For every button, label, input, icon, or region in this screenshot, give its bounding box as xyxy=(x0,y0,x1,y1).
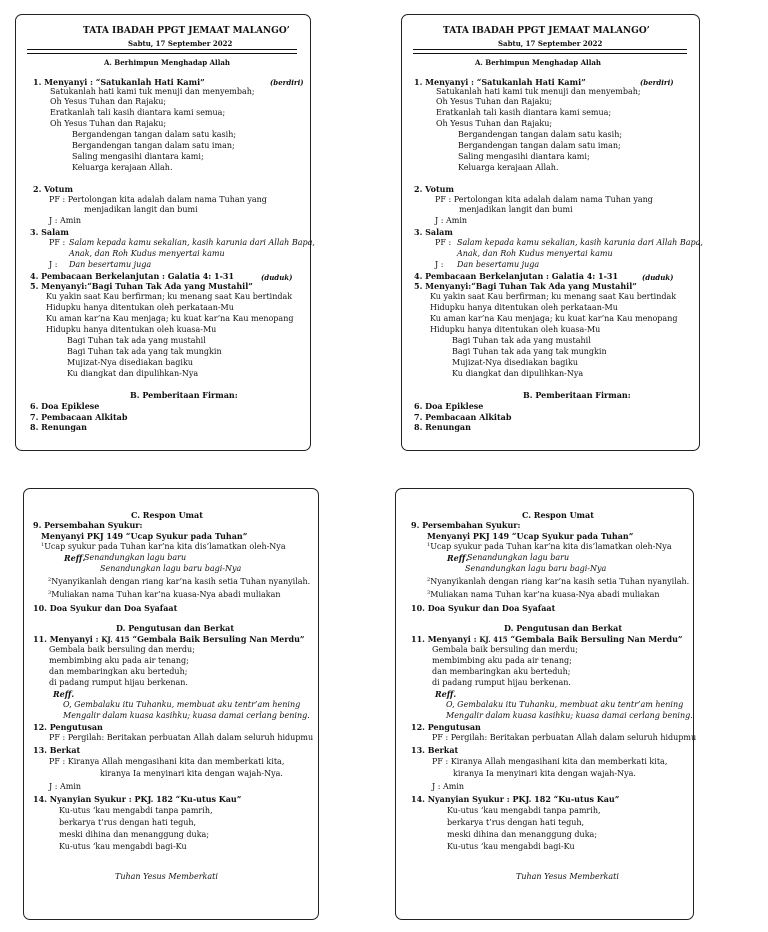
section-a-heading: A. Berhimpun Menghadap Allah xyxy=(475,58,601,67)
page-title: TATA IBADAH PPGT JEMAAT MALANGO’ xyxy=(443,26,650,36)
song-line: Ku diangkat dan dipulihkan-Nya xyxy=(452,369,584,378)
item-5-heading: 5. Menyanyi:“Bagi Tuhan Tak Ada yang Mustahil” xyxy=(30,281,253,291)
item-7: 7. Pembacaan Alkitab xyxy=(30,412,128,422)
posture-note: (berdiri) xyxy=(270,78,304,87)
reff-line: Senandungkan lagu baru bagi-Nya xyxy=(465,564,607,573)
reff-line: Senandungkan lagu baru xyxy=(84,553,187,562)
song-line: Eratkanlah tali kasih diantara kami semua; xyxy=(436,108,612,117)
pf-label: PF : xyxy=(49,238,66,247)
section-a-heading: A. Berhimpun Menghadap Allah xyxy=(104,58,230,67)
song-line: Ku-utus ‘kau mengabdi bagi-Ku xyxy=(59,842,187,851)
item-9-heading: 9. Persembahan Syukur: xyxy=(33,520,143,530)
song-line: Ku yakin saat Kau berfirman; ku menang saat Kau bertindak xyxy=(430,292,677,301)
item-1-heading: 1. Menyanyi : “Satukanlah Hati Kami” xyxy=(414,77,586,87)
item-6: 6. Doa Epiklese xyxy=(414,401,484,411)
date-line: Sabtu, 17 September 2022 xyxy=(128,39,233,48)
song-line: Bergandengan tangan dalam satu kasih; xyxy=(458,130,623,139)
song-line: Oh Yesus Tuhan dan Rajaku; xyxy=(436,119,553,128)
item-10: 10. Doa Syukur dan Doa Syafaat xyxy=(33,603,178,613)
posture-note: (duduk) xyxy=(642,273,674,282)
pf-line: PF : Kiranya Allah mengasihani kita dan memberkati kita, xyxy=(49,757,285,766)
verse-line: $^1$Ucap syukur pada Tuhan kar’na kita dis’lamatkan oleh-Nya xyxy=(41,542,286,551)
song-line: Ku yakin saat Kau berfirman; ku menang saat Kau bertindak xyxy=(46,292,293,301)
song-line: meski dihina dan menanggung duka; xyxy=(447,830,598,839)
item-9-song: Menyanyi PKJ 149 “Ucap Syukur pada Tuhan” xyxy=(41,531,248,541)
song-line: membimbing aku pada air tenang; xyxy=(432,656,572,665)
verse-line: $^2$Nyanyikanlah dengan riang kar’na kasih setia Tuhan nyanyilah. xyxy=(427,577,690,586)
item-9-song: Menyanyi PKJ 149 “Ucap Syukur pada Tuhan” xyxy=(427,531,634,541)
item-8: 8. Renungan xyxy=(30,422,87,432)
section-c-heading: C. Respon Umat xyxy=(522,510,594,520)
song-line: Satukanlah hati kami tuk menuji dan menyembah; xyxy=(436,87,641,96)
pf-line: PF : Pergilah: Beritakan perbuatan Allah dalam seluruh hidupmu xyxy=(432,733,697,742)
song-line: Oh Yesus Tuhan dan Rajaku; xyxy=(50,119,167,128)
j-line: J : Amin xyxy=(435,216,468,225)
section-b-heading: B. Pemberitaan Firman: xyxy=(130,390,238,400)
song-line: Ku-utus ‘kau mengabdi tanpa pamrih, xyxy=(447,806,601,815)
section-b-heading: B. Pemberitaan Firman: xyxy=(523,390,631,400)
section-c-heading: C. Respon Umat xyxy=(131,510,203,520)
j-line: Dan besertamu juga xyxy=(457,260,540,269)
item-7: 7. Pembacaan Alkitab xyxy=(414,412,512,422)
section-d-heading: D. Pengutusan dan Berkat xyxy=(504,623,623,633)
closing-blessing: Tuhan Yesus Memberkati xyxy=(115,872,218,881)
song-line: dan membaringkan aku berteduh; xyxy=(432,667,571,676)
song-line: Oh Yesus Tuhan dan Rajaku; xyxy=(436,97,553,106)
song-line: Ku-utus ‘kau mengabdi tanpa pamrih, xyxy=(59,806,213,815)
pf-line: kiranya Ia menyinari kita dengan wajah-Nya. xyxy=(453,769,636,778)
song-line: di padang rumput hijau berkenan. xyxy=(49,678,188,687)
item-4-heading: 4. Pembacaan Berkelanjutan : Galatia 4: 1-31 xyxy=(30,271,235,281)
song-line: Ku diangkat dan dipulihkan-Nya xyxy=(67,369,199,378)
j-line: Dan besertamu juga xyxy=(69,260,152,269)
item-3-heading: 3. Salam xyxy=(414,227,453,237)
song-line: Saling mengasihi diantara kami; xyxy=(458,152,590,161)
pf-line: Anak, dan Roh Kudus menyertai kamu xyxy=(457,249,613,258)
song-line: Oh Yesus Tuhan dan Rajaku; xyxy=(50,97,167,106)
reff-line: Mengalir dalam kuasa kasihku; kuasa damai cerlang bening. xyxy=(63,711,310,720)
song-line: berkarya t’rus dengan hati teguh, xyxy=(447,818,585,827)
item-12: 12. Pengutusan xyxy=(33,722,103,732)
song-line: Mujizat-Nya disediakan bagiku xyxy=(452,358,578,367)
section-d-heading: D. Pengutusan dan Berkat xyxy=(116,623,235,633)
song-line: Bergandengan tangan dalam satu kasih; xyxy=(72,130,237,139)
song-line: Bergandengan tangan dalam satu iman; xyxy=(458,141,621,150)
song-line: Keluarga kerajaan Allah. xyxy=(458,163,559,172)
header-rule-thin xyxy=(413,53,687,54)
song-line: meski dihina dan menanggung duka; xyxy=(59,830,210,839)
verse-line: $^2$Nyanyikanlah dengan riang kar’na kasih setia Tuhan nyanyilah. xyxy=(48,577,311,586)
item-12: 12. Pengutusan xyxy=(411,722,481,732)
song-line: Hidupku hanya ditentukan oleh kuasa-Mu xyxy=(46,325,217,334)
song-line: dan membaringkan aku berteduh; xyxy=(49,667,188,676)
header-rule xyxy=(27,49,297,50)
closing-blessing: Tuhan Yesus Memberkati xyxy=(516,872,619,881)
pf-line: menjadikan langit dan bumi xyxy=(84,205,198,214)
song-line: Keluarga kerajaan Allah. xyxy=(72,163,173,172)
pf-line: Salam kepada kamu sekalian, kasih karunia dari Allah Bapa, xyxy=(69,238,315,247)
posture-note: (duduk) xyxy=(261,273,293,282)
item-10: 10. Doa Syukur dan Doa Syafaat xyxy=(411,603,556,613)
reff-line: Senandungkan lagu baru bagi-Nya xyxy=(100,564,242,573)
j-line: J : Amin xyxy=(49,216,82,225)
song-line: Hidupku hanya ditentukan oleh kuasa-Mu xyxy=(430,325,601,334)
song-line: Bagi Tuhan tak ada yang mustahil xyxy=(452,336,591,345)
page-title: TATA IBADAH PPGT JEMAAT MALANGO’ xyxy=(83,26,290,36)
song-line: Bagi Tuhan tak ada yang tak mungkin xyxy=(67,347,222,356)
verse-line: $^1$Ucap syukur pada Tuhan kar’na kita dis’lamatkan oleh-Nya xyxy=(427,542,672,551)
item-9-heading: 9. Persembahan Syukur: xyxy=(411,520,521,530)
pf-line: PF : Pertolongan kita adalah dalam nama Tuhan yang xyxy=(435,195,653,204)
song-line: Gembala baik bersuling dan merdu; xyxy=(49,645,195,654)
pf-line: Salam kepada kamu sekalian, kasih karunia dari Allah Bapa, xyxy=(457,238,703,247)
item-2-heading: 2. Votum xyxy=(414,184,454,194)
song-line: Bergandengan tangan dalam satu iman; xyxy=(72,141,235,150)
reff-label: Reff. xyxy=(53,689,75,699)
j-line: J : Amin xyxy=(49,782,82,791)
reff-label: Reff. xyxy=(64,553,86,563)
j-line: J : Amin xyxy=(432,782,465,791)
reff-label: Reff. xyxy=(435,689,457,699)
item-11-heading: 11. Menyanyi : KJ. 415 “Gembala Baik Bersuling Nan Merdu” xyxy=(411,634,683,644)
song-line: berkarya t’rus dengan hati teguh, xyxy=(59,818,197,827)
song-line: Saling mengasihi diantara kami; xyxy=(72,152,204,161)
liturgy-card-bottom-left xyxy=(23,488,319,920)
posture-note: (berdiri) xyxy=(640,78,674,87)
song-line: Bagi Tuhan tak ada yang mustahil xyxy=(67,336,206,345)
reff-line: O, Gembalaku itu Tuhanku, membuat aku tentr’am hening xyxy=(446,700,684,709)
j-label: J : xyxy=(435,260,444,269)
item-11-heading: 11. Menyanyi : KJ. 415 “Gembala Baik Bersuling Nan Merdu” xyxy=(33,634,305,644)
j-label: J : xyxy=(49,260,58,269)
reff-line: O, Gembalaku itu Tuhanku, membuat aku tentr’am hening xyxy=(63,700,301,709)
pf-line: Anak, dan Roh Kudus menyertai kamu xyxy=(69,249,225,258)
song-line: Hidupku hanya ditentukan oleh perkataan-Mu xyxy=(46,303,234,312)
song-line: Gembala baik bersuling dan merdu; xyxy=(432,645,578,654)
item-6: 6. Doa Epiklese xyxy=(30,401,100,411)
song-line: Hidupku hanya ditentukan oleh perkataan-Mu xyxy=(430,303,618,312)
item-8: 8. Renungan xyxy=(414,422,471,432)
song-line: Ku aman kar’na Kau menjaga; ku kuat kar’na Kau menopang xyxy=(46,314,294,323)
item-14-heading: 14. Nyanyian Syukur : PKJ. 182 “Ku-utus Kau” xyxy=(411,794,620,804)
pf-label: PF : xyxy=(435,238,452,247)
item-1-heading: 1. Menyanyi : “Satukanlah Hati Kami” xyxy=(33,77,205,87)
header-rule xyxy=(413,49,687,50)
item-4-heading: 4. Pembacaan Berkelanjutan : Galatia 4: 1-31 xyxy=(414,271,619,281)
liturgy-card-top-left xyxy=(15,14,315,451)
item-5-heading: 5. Menyanyi:“Bagi Tuhan Tak Ada yang Mustahil” xyxy=(414,281,637,291)
reff-line: Senandungkan lagu baru xyxy=(467,553,570,562)
verse-line: $^3$Muliakan nama Tuhan kar’na kuasa-Nya abadi muliakan xyxy=(48,590,281,599)
liturgy-card-top-right xyxy=(401,14,703,451)
song-line: Eratkanlah tali kasih diantara kami semua; xyxy=(50,108,226,117)
song-line: Ku aman kar’na Kau menjaga; ku kuat kar’na Kau menopang xyxy=(430,314,678,323)
date-line: Sabtu, 17 September 2022 xyxy=(498,39,603,48)
item-13: 13. Berkat xyxy=(411,745,459,755)
song-line: Ku-utus ‘kau mengabdi bagi-Ku xyxy=(447,842,575,851)
item-2-heading: 2. Votum xyxy=(33,184,73,194)
reff-line: Mengalir dalam kuasa kasihku; kuasa damai cerlang bening. xyxy=(446,711,693,720)
item-14-heading: 14. Nyanyian Syukur : PKJ. 182 “Ku-utus Kau” xyxy=(33,794,242,804)
liturgy-card-bottom-right xyxy=(395,488,697,920)
pf-line: kiranya Ia menyinari kita dengan wajah-Nya. xyxy=(100,769,283,778)
song-line: di padang rumput hijau berkenan. xyxy=(432,678,571,687)
header-rule-thin xyxy=(27,53,297,54)
song-line: Bagi Tuhan tak ada yang tak mungkin xyxy=(452,347,607,356)
pf-line: PF : Pergilah: Beritakan perbuatan Allah dalam seluruh hidupmu xyxy=(49,733,314,742)
song-line: Mujizat-Nya disediakan bagiku xyxy=(67,358,193,367)
song-line: membimbing aku pada air tenang; xyxy=(49,656,189,665)
verse-line: $^3$Muliakan nama Tuhan kar’na kuasa-Nya abadi muliakan xyxy=(427,590,660,599)
song-line: Satukanlah hati kami tuk menuji dan menyembah; xyxy=(50,87,255,96)
pf-line: PF : Pertolongan kita adalah dalam nama Tuhan yang xyxy=(49,195,267,204)
item-3-heading: 3. Salam xyxy=(30,227,69,237)
reff-label: Reff. xyxy=(447,553,469,563)
pf-line: PF : Kiranya Allah mengasihani kita dan memberkati kita, xyxy=(432,757,668,766)
pf-line: menjadikan langit dan bumi xyxy=(459,205,573,214)
item-13: 13. Berkat xyxy=(33,745,81,755)
